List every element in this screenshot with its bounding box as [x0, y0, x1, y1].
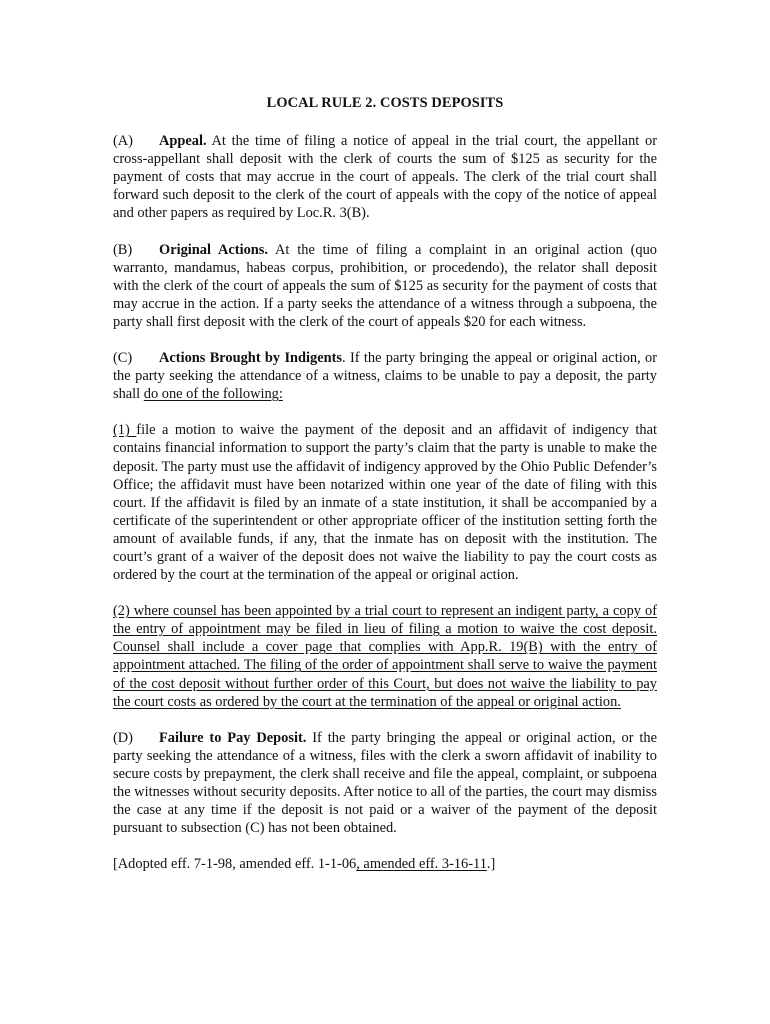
section-a-heading: Appeal.	[159, 133, 207, 150]
section-a	[113, 132, 657, 222]
item-1	[113, 421, 657, 584]
section-d	[113, 729, 657, 838]
section-a-label: (A)	[113, 133, 133, 150]
section-d-text: If the party bringing the appeal or original action, or the party seeking the attendance of a witness, files with the clerk a sworn affidavit of inability to secure costs by prepayment, the clerk shall receive and file the appeal, complaint, or subpoena the witnesses without security deposits. After notice to all of the parties, the court may dismiss the case at any time if the deposit is not paid or a waiver of the payment of the deposit pursuant to subsection (C) has not been obtained.	[113, 729, 658, 837]
section-c-text: . If the party bringing the appeal or original action, or the party seeking the attendance of a witness, claims to be unable to pay a deposit, the party shall	[113, 350, 657, 403]
section-b	[113, 241, 657, 331]
section-c	[113, 349, 657, 403]
document-page	[113, 94, 657, 891]
section-d-heading: Failure to Pay Deposit.	[159, 729, 307, 746]
document-title: LOCAL RULE 2. COSTS DEPOSITS	[266, 95, 504, 111]
section-c-underlined-text: do one of the following:	[143, 386, 283, 403]
section-b-heading: Original Actions.	[159, 241, 268, 258]
adoption-note-prefix: [Adopted eff. 7-1-98, amended eff. 1-1-06	[113, 856, 357, 873]
section-a-text: At the time of filing a notice of appeal in the trial court, the appellant or cross-appellant shall deposit with the clerk of courts the sum of $125 as security for the payment of costs that may accrue in the court of appeals. The clerk of the trial court shall forward such deposit to the clerk of the court of appeals with the copy of the notice of appeal and other papers as required by Loc.R. 3(B).	[113, 133, 657, 222]
section-b-text: At the time of filing a complaint in an original action (quo warranto, mandamus, habeas corpus, prohibition, or procedendo), the relator shall deposit with the clerk of the court of appeals the sum of $125 as security for the payment of costs that may accrue in the action. If a party seeks the attendance of a witness through a subpoena, the party shall first deposit with the clerk of the court of appeals $20 for each witness.	[113, 241, 657, 330]
item-1-text: file a motion to waive the payment of the deposit and an affidavit of indigency that contains financial information to support the party’s claim that the party is unable to make the deposit. The party must use the affidavit of indigency approved by the Ohio Public Defender’s Office; the affidavit must have been notarized within one year of the date of filing with this court. If the affidavit is filed by an inmate of a state institution, it shall be accompanied by a certificate of the superintendent or other appropriate officer of the institution setting forth the amount of available funds, if any, that the inmate has on deposit with the institution. The court’s grant of a waiver of the deposit does not waive the liability to pay the court costs as ordered by the court at the termination of the appeal or original action.	[113, 422, 657, 584]
item-2: (2) where counsel has been appointed by a trial court to represent an indigent party, a copy of the entry of appointment may be filed in lieu of filing a motion to waive the cost deposit. Counsel shall include a cover page that complies with App.R. 19(B) with the entry of appointment attached. The filing of the order of appointment shall serve to waive the payment of the cost deposit without further order of this Court, but does not waive the liability to pay the court costs as ordered by the court at the termination of the appeal or original action.	[113, 603, 657, 710]
section-d-label: (D)	[113, 729, 133, 746]
adoption-note-suffix: .]	[486, 856, 496, 873]
item-1-number: (1)	[113, 422, 137, 439]
adoption-note-amendment: , amended eff. 3-16-11	[356, 856, 487, 873]
section-b-label: (B)	[113, 241, 133, 258]
section-c-label: (C)	[113, 350, 133, 367]
section-c-heading: Actions Brought by Indigents	[159, 350, 343, 367]
adoption-note	[113, 855, 657, 873]
